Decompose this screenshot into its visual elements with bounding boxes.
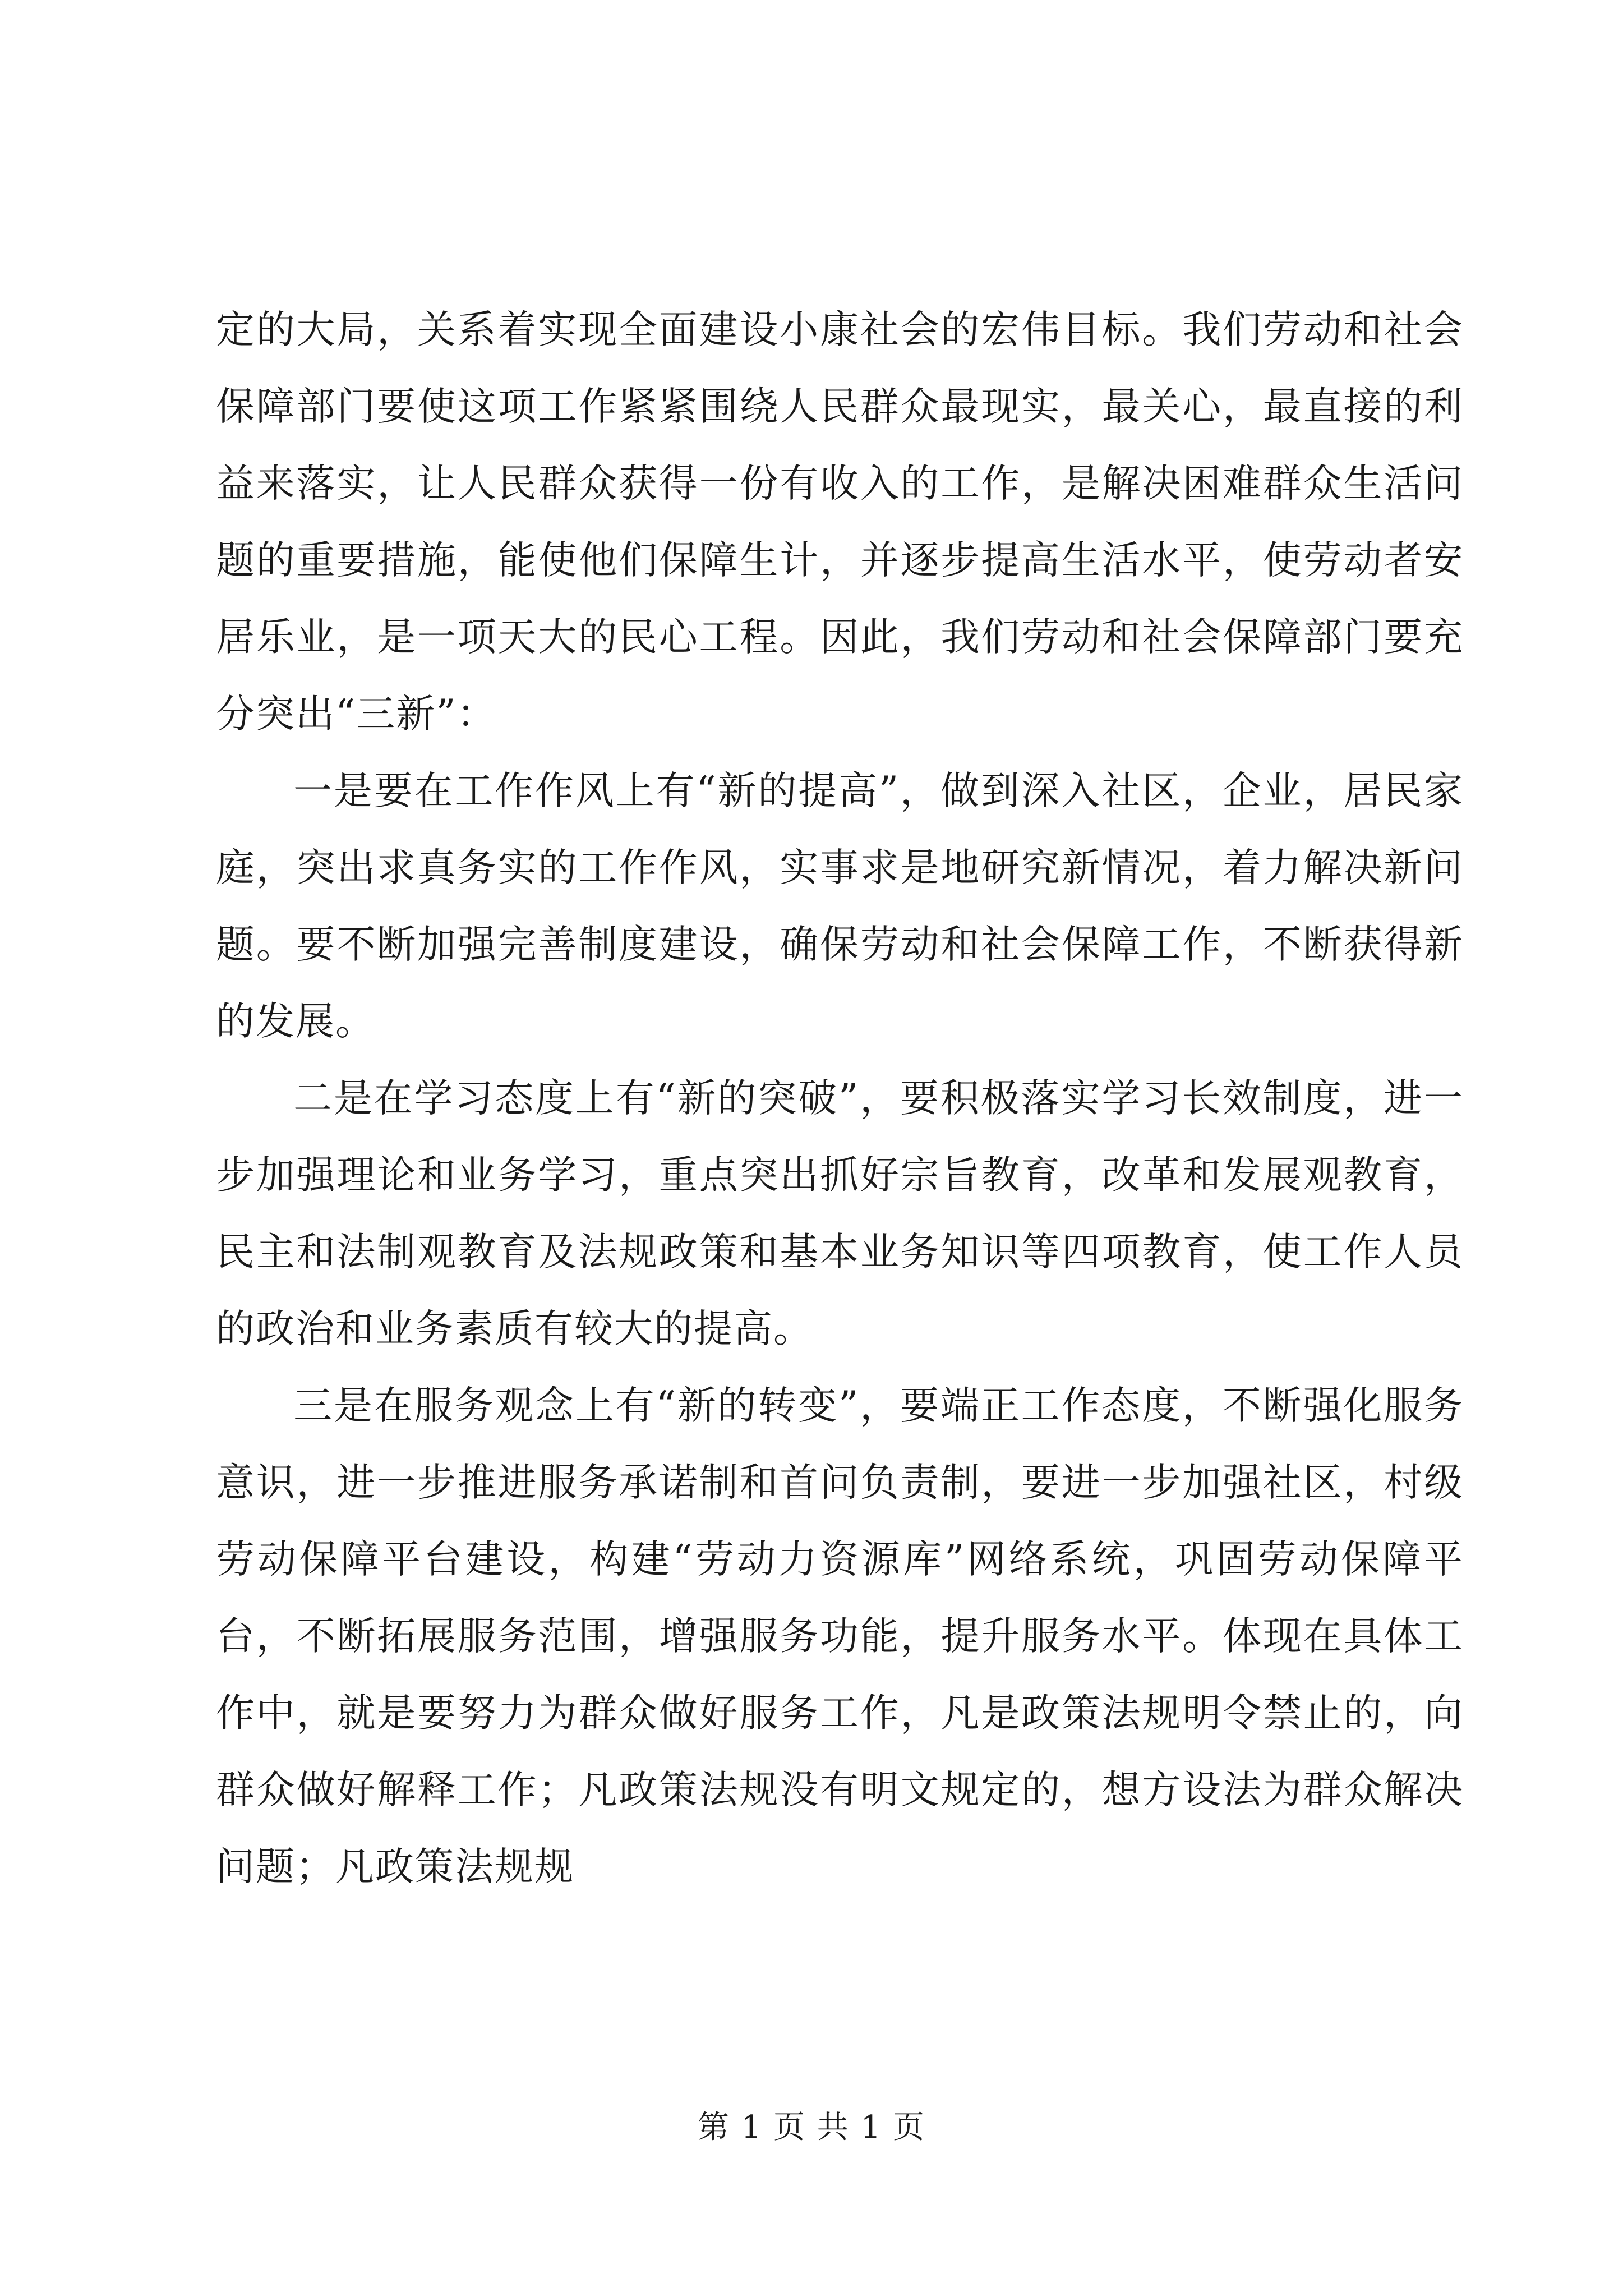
paragraph-third-point: 三是在服务观念上有“新的转变”，要端正工作态度，不断强化服务意识，进一步推进服务承诺制和首问负责制，要进一步加强社区，村级劳动保障平台建设，构建“劳动力资源库”网络系统，巩固劳动保障平台，不断拓展服务范围，增强服务功能，提升服务水平。体现在具体工作中，就是要努力为群众做好服务工作，凡是政策法规明令禁止的，向群众做好解释工作；凡政策法规没有明文规定的，想方设法为群众解决问题；凡政策法规规 (216, 1383, 1464, 1889)
page-number-footer: 第 1 页 共 1 页 (697, 2109, 926, 2146)
paragraph-first-point: 一是要在工作作风上有“新的提高”，做到深入社区，企业，居民家庭，突出求真务实的工作作风，实事求是地研究新情况，着力解决新问题。要不断加强完善制度建设，确保劳动和社会保障工作，不断获得新的发展。 (216, 769, 1464, 1044)
paragraph-intro: 定的大局，关系着实现全面建设小康社会的宏伟目标。我们劳动和社会保障部门要使这项工作紧紧围绕人民群众最现实，最关心，最直接的利益来落实，让人民群众获得一份有收入的工作，是解决困难群众生活问题的重要措施，能使他们保障生计，并逐步提高生活水平，使劳动者安居乐业，是一项天大的民心工程。因此，我们劳动和社会保障部门要充分突出“三新”： (216, 307, 1464, 737)
paragraph-second-point: 二是在学习态度上有“新的突破”，要积极落实学习长效制度，进一步加强理论和业务学习，重点突出抓好宗旨教育，改革和发展观教育，民主和法制观教育及法规政策和基本业务知识等四项教育，使工作人员的政治和业务素质有较大的提高。 (216, 1076, 1464, 1351)
document-body (216, 292, 1464, 1906)
